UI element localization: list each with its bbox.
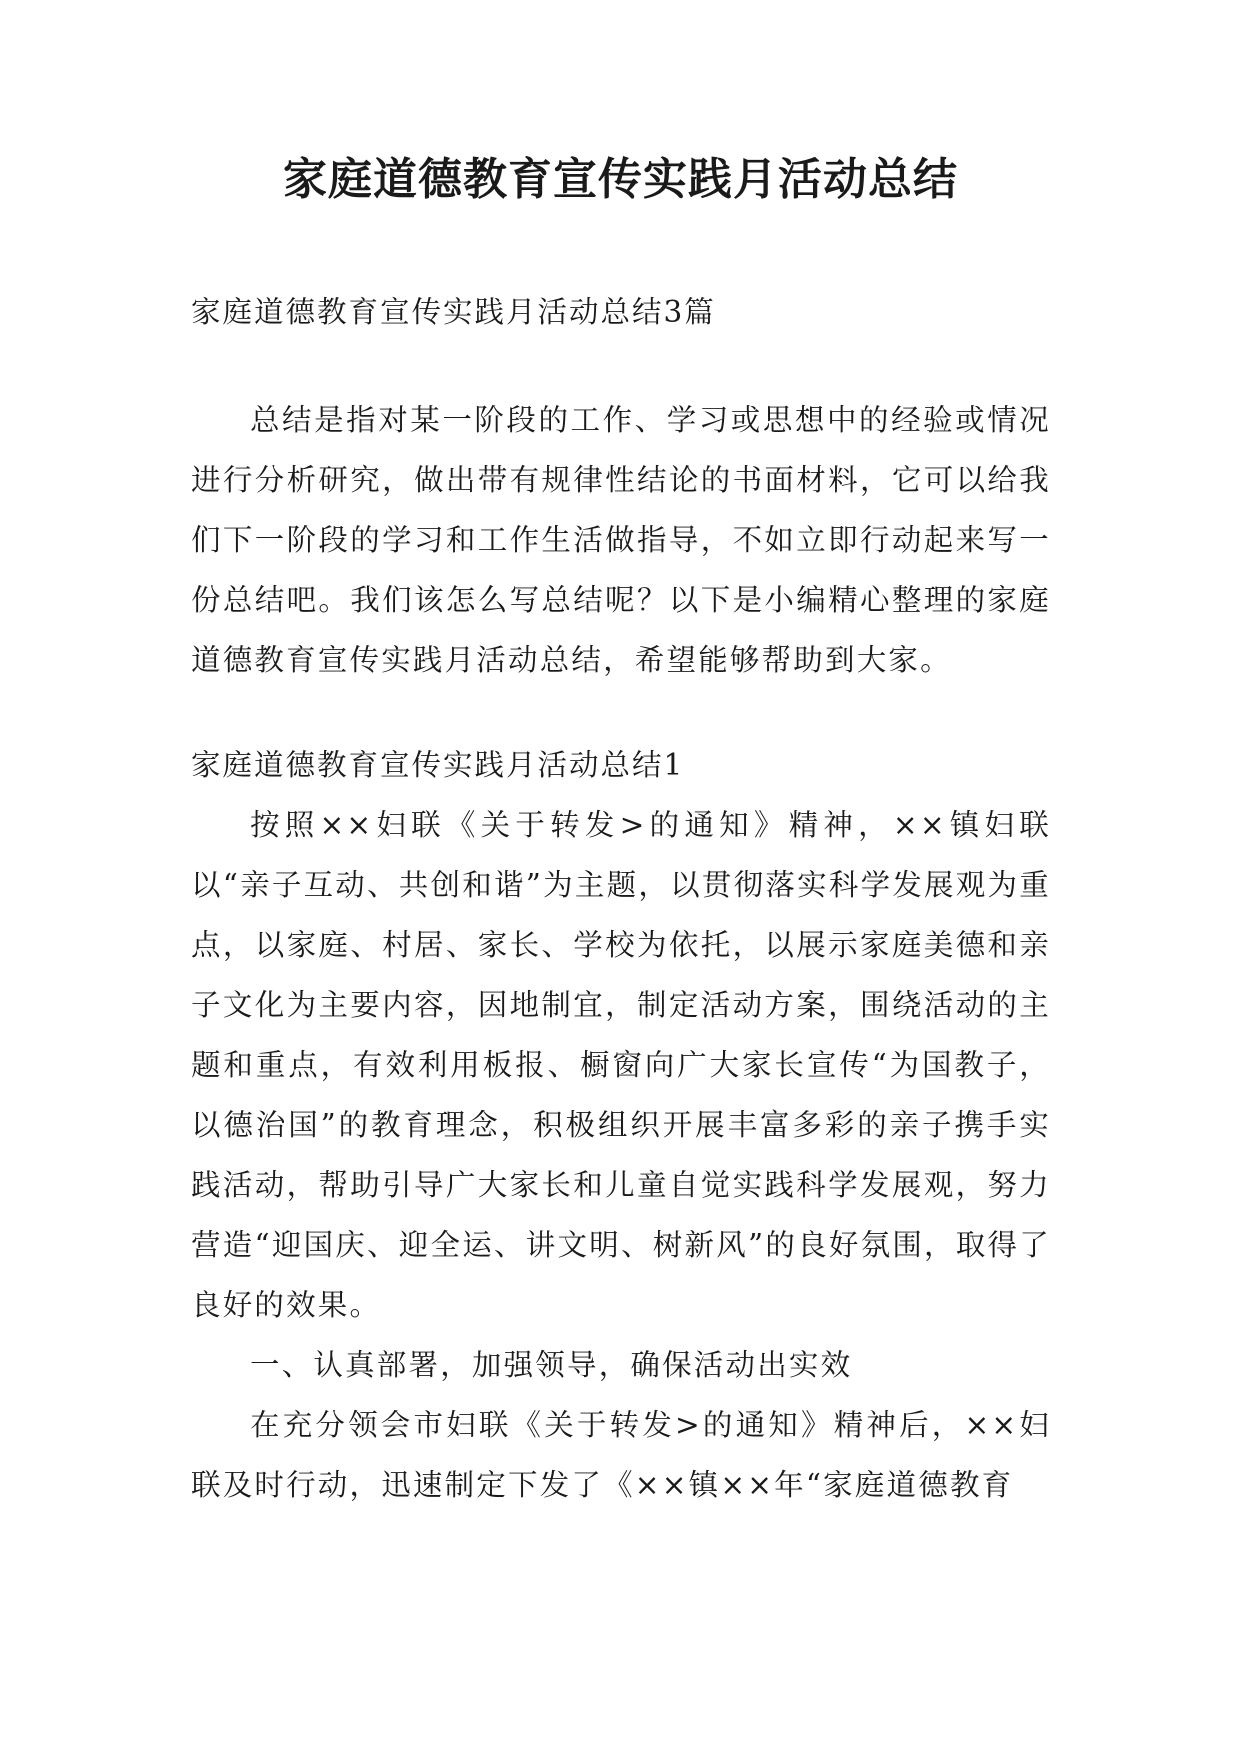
- intro-paragraph: 总结是指对某一阶段的工作、学习或思想中的经验或情况进行分析研究，做出带有规律性结论的书面材料，它可以给我们下一阶段的学习和工作生活做指导，不如立即行动起来写一份总结吧。我们该怎么写总结呢？以下是小编精心整理的家庭道德教育宣传实践月活动总结，希望能够帮助到大家。: [191, 403, 1051, 677]
- document-body: [191, 290, 1051, 1515]
- section1-paragraph-2: 在充分领会市妇联《关于转发>的通知》精神后，××妇联及时行动，迅速制定下发了《××镇××年“家庭道德教育: [191, 1408, 1051, 1502]
- document-title: 家庭道德教育宣传实践月活动总结: [283, 154, 958, 205]
- section1-point-1: 一、认真部署，加强领导，确保活动出实效: [250, 1348, 853, 1382]
- document-subtitle: 家庭道德教育宣传实践月活动总结3篇: [191, 295, 716, 329]
- section-heading-1: 家庭道德教育宣传实践月活动总结1: [191, 748, 685, 782]
- section1-paragraph-1: 按照××妇联《关于转发>的通知》精神，××镇妇联以“亲子互动、共创和谐”为主题，以贯彻落实科学发展观为重点，以家庭、村居、家长、学校为依托，以展示家庭美德和亲子文化为主要内容，因地制宜，制定活动方案，围绕活动的主题和重点，有效利用板报、橱窗向广大家长宣传“为国教子，以德治国”的教育理念，积极组织开展丰富多彩的亲子携手实践活动，帮助引导广大家长和儿童自觉实践科学发展观，努力营造“迎国庆、迎全运、讲文明、树新风”的良好氛围，取得了良好的效果。: [191, 808, 1051, 1322]
